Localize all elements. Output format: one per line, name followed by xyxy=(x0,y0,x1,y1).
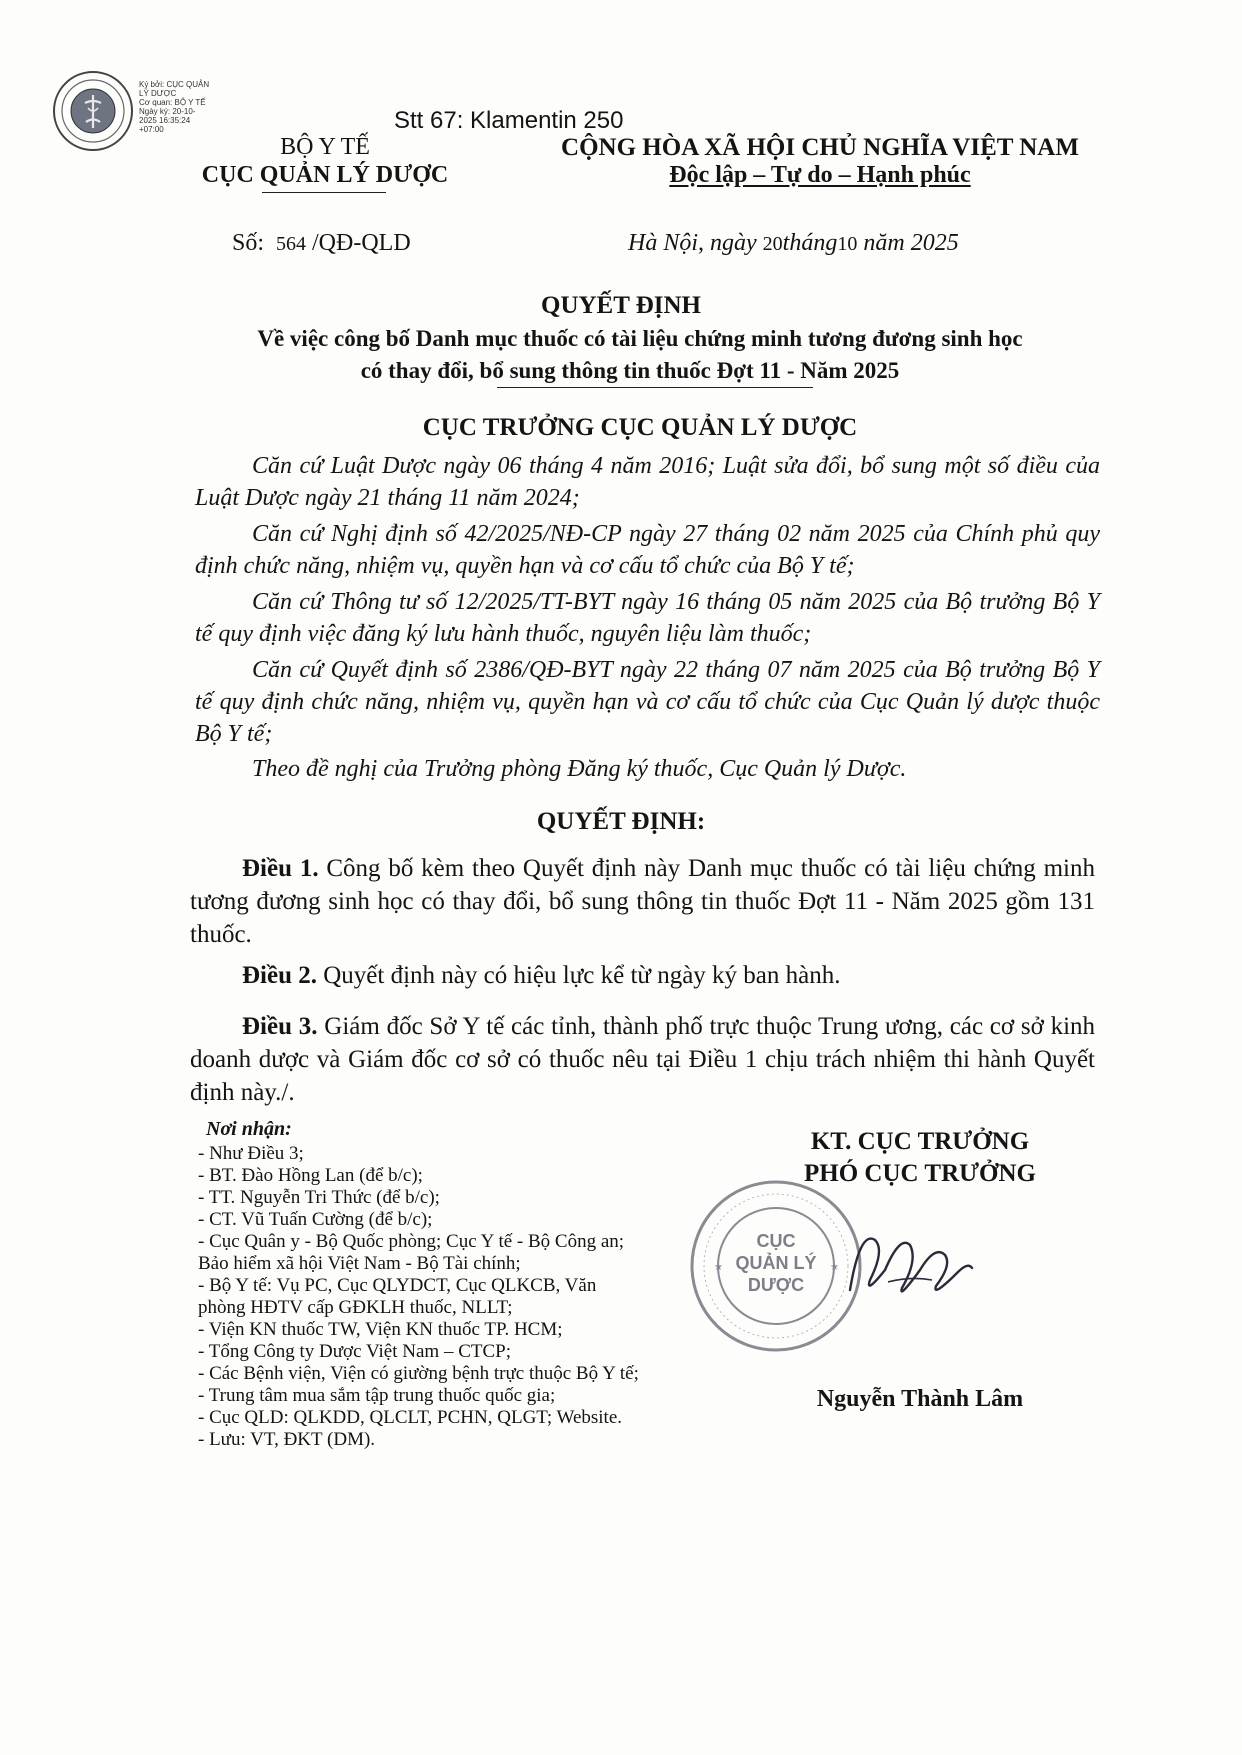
legal-basis xyxy=(252,756,906,783)
recipient-item: - Các Bệnh viện, Viện có giường bệnh trực thuộc Bộ Y tế; xyxy=(198,1363,639,1384)
date-place: Hà Nội, ngày xyxy=(628,230,757,256)
ministry-emblem-icon xyxy=(52,70,134,152)
seal-line: DƯỢC xyxy=(747,1275,805,1295)
seal-line: CỤC xyxy=(756,1231,796,1251)
document-date xyxy=(628,230,959,257)
seal-center-text xyxy=(726,1230,826,1296)
signature-info-line: 2025 16:35:24 xyxy=(139,116,191,125)
article-text: Công bố kèm theo Quyết định này Danh mục thuốc có tài liệu chứng minh tương đương sinh học có thay đổi, bổ sung thông tin thuốc Đợt 11 - Năm 2025 gồm 131 thuốc. xyxy=(190,855,1095,948)
legal-basis xyxy=(195,654,1100,750)
recipient-item: - Như Điều 3; xyxy=(198,1143,304,1164)
document-number xyxy=(232,230,411,257)
article-text: Giám đốc Sở Y tế các tỉnh, thành phố trực thuộc Trung ương, các cơ sở kinh doanh dược và Giám đốc cơ sở có thuốc nêu tại Điều 1 chịu trách nhiệm thi hành Quyết định này./. xyxy=(190,1013,1096,1106)
legal-basis xyxy=(195,586,1100,650)
handwritten-signature xyxy=(840,1210,980,1320)
recipient-item: - Tổng Công ty Dược Việt Nam – CTCP; xyxy=(198,1341,511,1362)
legal-basis-text: Căn cứ Luật Dược ngày 06 tháng 4 năm 2016; Luật sửa đổi, bổ sung một số điều của Luật Dược ngày 21 tháng 11 năm 2024; xyxy=(195,453,1100,511)
signature-position: PHÓ CỤC TRƯỞNG xyxy=(804,1160,1036,1187)
digital-signature-emblem xyxy=(52,70,134,152)
document-subtitle-line1: Về việc công bố Danh mục thuốc có tài liệu chứng minh tương đương sinh học xyxy=(257,326,1023,351)
subtitle-underline xyxy=(497,387,813,388)
recipient-item: - Lưu: VT, ĐKT (DM). xyxy=(198,1429,376,1450)
recipient-item: - Cục Quân y - Bộ Quốc phòng; Cục Y tế - Bộ Công an; xyxy=(198,1231,625,1252)
national-motto: Độc lập – Tự do – Hạnh phúc xyxy=(669,162,971,188)
signature-info-line: Ký bởi: CỤC QUẢN xyxy=(139,80,210,89)
svg-text:★: ★ xyxy=(830,1262,839,1273)
article-3 xyxy=(190,1010,1095,1109)
decision-heading: QUYẾT ĐỊNH: xyxy=(536,808,706,835)
article-1 xyxy=(190,852,1095,951)
stt-note: Stt 67: Klamentin 250 xyxy=(394,107,624,134)
legal-basis-text: Theo đề nghị của Trưởng phòng Đăng ký thuốc, Cục Quản lý Dược. xyxy=(252,756,907,782)
article-label: Điều 2. xyxy=(242,962,317,989)
department-name xyxy=(180,162,470,189)
number-prefix: Số: xyxy=(232,230,265,256)
article-2 xyxy=(242,962,841,990)
date-month: 10 xyxy=(837,233,858,255)
recipients-list xyxy=(198,1143,639,1451)
country-name: CỘNG HÒA XÃ HỘI CHỦ NGHĨA VIỆT NAM xyxy=(561,134,1079,161)
signature-info-line: Ngày ký: 20-10- xyxy=(139,107,196,116)
article-text: Quyết định này có hiệu lực kể từ ngày ký ban hành. xyxy=(323,962,841,989)
legal-basis xyxy=(195,450,1100,514)
recipient-item: - BT. Đào Hồng Lan (để b/c); xyxy=(198,1165,423,1186)
svg-text:★: ★ xyxy=(714,1262,723,1273)
legal-basis-text: Căn cứ Thông tư số 12/2025/TT-BYT ngày 16 tháng 05 năm 2025 của Bộ trưởng Bộ Y tế quy định việc đăng ký lưu hành thuốc, nguyên liệu làm thuốc; xyxy=(195,589,1100,647)
date-year: 2025 xyxy=(910,230,959,256)
legal-basis xyxy=(195,518,1100,582)
recipient-item: - CT. Vũ Tuấn Cường (để b/c); xyxy=(198,1209,433,1230)
recipient-item: - Trung tâm mua sắm tập trung thuốc quốc gia; xyxy=(198,1385,556,1406)
recipient-item: - TT. Nguyễn Tri Thức (để b/c); xyxy=(198,1187,440,1208)
recipient-item: - Viện KN thuốc TW, Viện KN thuốc TP. HCM; xyxy=(198,1319,563,1340)
date-year-label: năm xyxy=(863,230,905,256)
recipient-item: - Bộ Y tế: Vụ PC, Cục QLYDCT, Cục QLKCB, Văn xyxy=(198,1275,597,1296)
article-label: Điều 3. xyxy=(242,1013,318,1040)
article-label: Điều 1. xyxy=(242,855,319,882)
seal-line: QUẢN LÝ xyxy=(735,1253,817,1273)
recipients-title: Nơi nhận: xyxy=(206,1118,292,1140)
department-underline xyxy=(262,192,386,193)
legal-basis-text: Căn cứ Nghị định số 42/2025/NĐ-CP ngày 27 tháng 02 năm 2025 của Chính phủ quy định chức năng, nhiệm vụ, quyền hạn và cơ cấu tổ chức của Bộ Y tế; xyxy=(195,521,1100,579)
legal-basis-text: Căn cứ Quyết định số 2386/QĐ-BYT ngày 22 tháng 07 năm 2025 của Bộ trưởng Bộ Y tế quy định chức năng, nhiệm vụ, quyền hạn và cơ cấu tổ chức của Cục Quản lý dược thuộc Bộ Y tế; xyxy=(195,657,1100,747)
digital-signature-info xyxy=(139,80,209,134)
signature-info-line: LÝ DƯỢC xyxy=(139,89,177,98)
signature-info-line: Cơ quan: BỘ Y TẾ xyxy=(139,98,206,107)
department-name-text: CỤC QUẢN LÝ DƯỢC xyxy=(201,162,449,188)
document-title: QUYẾT ĐỊNH xyxy=(541,292,701,319)
signature-info-line: +07:00 xyxy=(139,125,164,134)
number-suffix: /QĐ-QLD xyxy=(312,230,411,256)
issuing-authority: CỤC TRƯỞNG CỤC QUẢN LÝ DƯỢC xyxy=(422,414,858,441)
number-value: 564 xyxy=(276,233,307,255)
official-seal xyxy=(688,1178,864,1354)
date-day: 20 xyxy=(762,233,783,255)
recipient-item: - Cục QLD: QLKDD, QLCLT, PCHN, QLGT; Website. xyxy=(198,1407,623,1428)
date-month-label: tháng xyxy=(782,230,838,256)
recipient-item: Bảo hiểm xã hội Việt Nam - Bộ Tài chính; xyxy=(198,1253,521,1274)
signer-name: Nguyễn Thành Lâm xyxy=(816,1386,1024,1412)
signature-title: KT. CỤC TRƯỞNG xyxy=(810,1128,1030,1155)
signature-scribble-icon xyxy=(840,1210,980,1320)
document-subtitle-line2: có thay đổi, bổ sung thông tin thuốc Đợt 11 - Năm 2025 xyxy=(360,358,900,383)
recipient-item: phòng HĐTV cấp GĐKLH thuốc, NLLT; xyxy=(198,1297,513,1318)
ministry-name: BỘ Y TẾ xyxy=(280,134,370,160)
